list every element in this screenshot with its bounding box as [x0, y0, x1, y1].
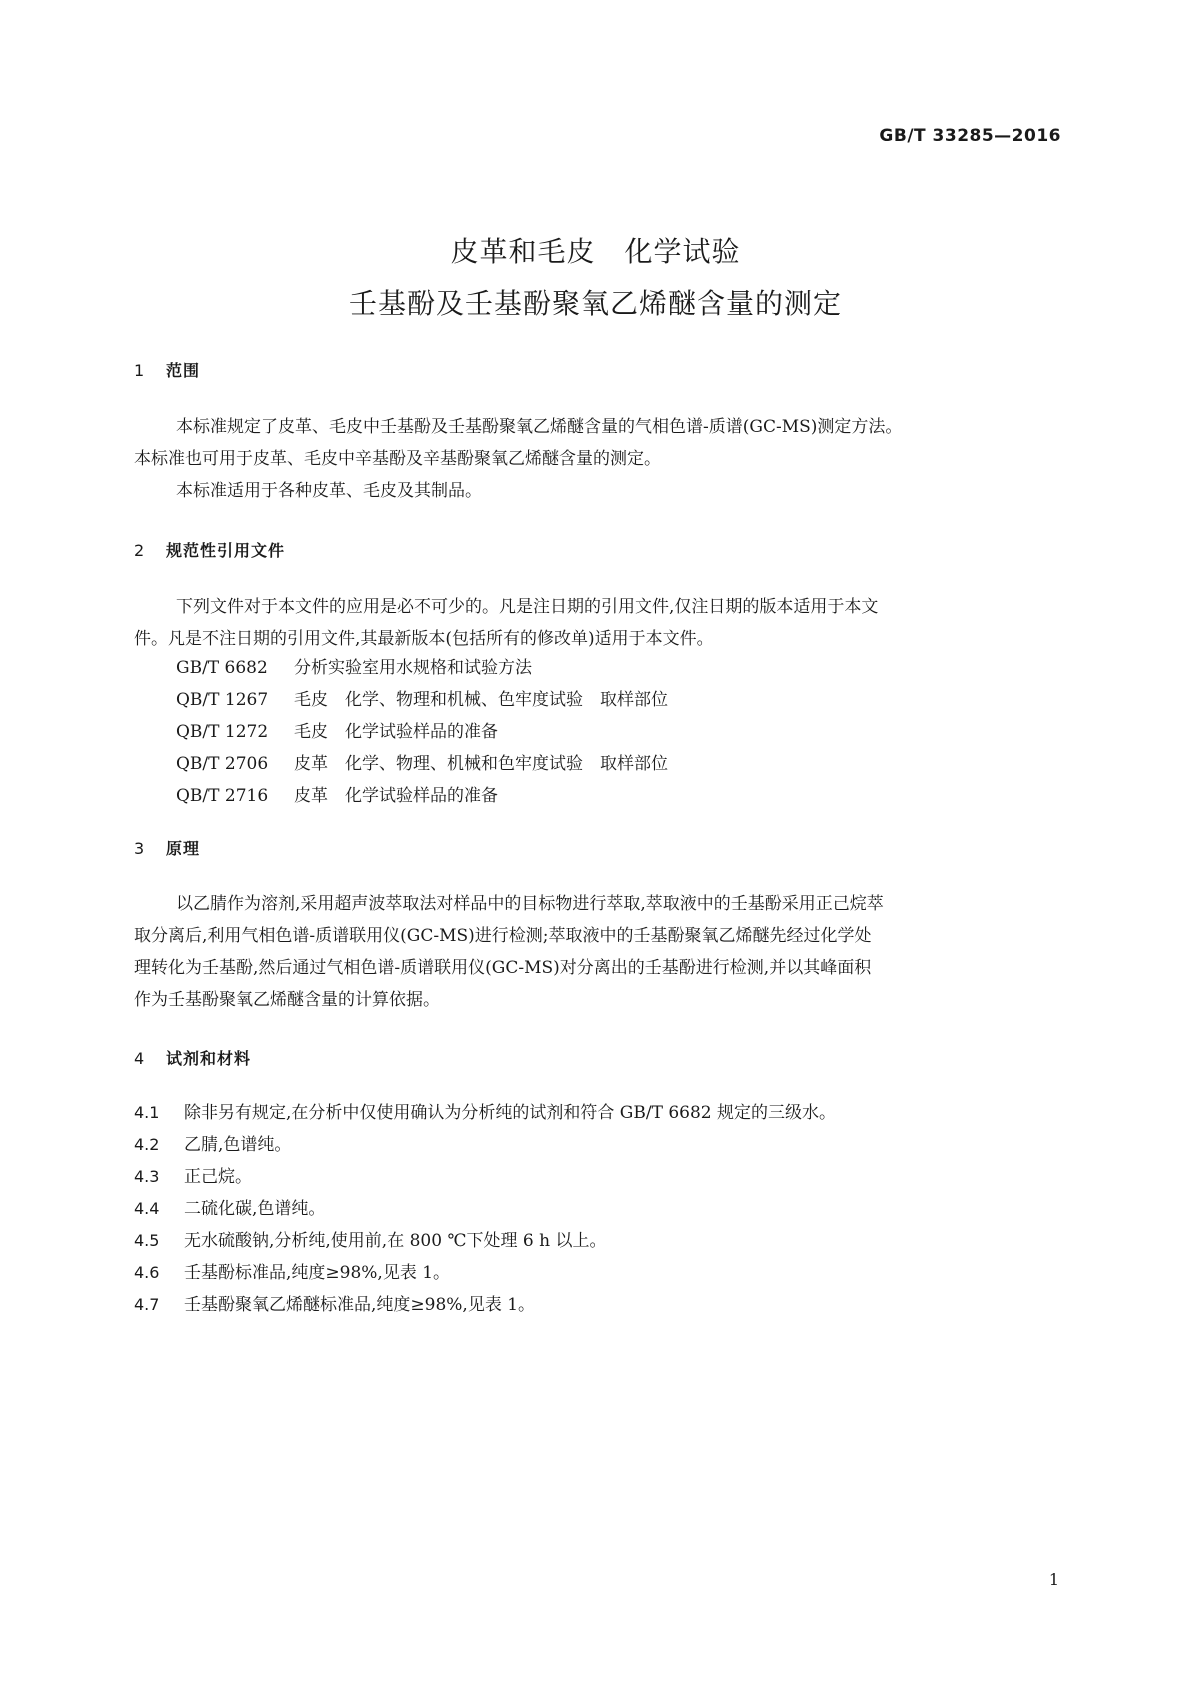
paragraph-line: 本标准规定了皮革、毛皮中壬基酚及壬基酚聚氧乙烯醚含量的气相色谱-质谱(GC-MS)测定方法。: [176, 417, 903, 437]
paragraph-line: 本标准适用于各种皮革、毛皮及其制品。: [176, 481, 482, 501]
reference-item: [176, 748, 1056, 780]
section-title: 原理: [166, 839, 201, 858]
section-4-heading: [134, 1046, 251, 1069]
reagent-item: [134, 1257, 1059, 1289]
reference-code: QB/T 1267: [176, 690, 269, 710]
section-number: 3: [134, 839, 146, 858]
item-text: 除非另有规定,在分析中仅使用确认为分析纯的试剂和符合 GB/T 6682 规定的三级水。: [184, 1103, 837, 1123]
item-text: 无水硫酸钠,分析纯,使用前,在 800 ℃下处理 6 h 以上。: [184, 1231, 607, 1251]
section-number: 2: [134, 541, 146, 560]
item-number: 4.2: [134, 1135, 160, 1154]
reference-title: 毛皮 化学试验样品的准备: [294, 722, 498, 742]
reference-title: 分析实验室用水规格和试验方法: [294, 658, 532, 678]
item-number: 4.3: [134, 1167, 160, 1186]
document-title: [0, 226, 1191, 330]
paragraph-line: 本标准也可用于皮革、毛皮中辛基酚及辛基酚聚氧乙烯醚含量的测定。: [134, 449, 661, 469]
title-line-1: 皮革和毛皮 化学试验: [450, 235, 741, 268]
reference-code: QB/T 2706: [176, 754, 269, 774]
item-text: 壬基酚聚氧乙烯醚标准品,纯度≥98%,见表 1。: [184, 1295, 536, 1315]
section-1-paragraph: [134, 411, 1059, 507]
section-number: 4: [134, 1049, 146, 1068]
reference-code: QB/T 2716: [176, 786, 269, 806]
section-title: 规范性引用文件: [166, 541, 286, 560]
paragraph-line: 下列文件对于本文件的应用是必不可少的。凡是注日期的引用文件,仅注日期的版本适用于本文: [176, 597, 879, 617]
reagent-item: [134, 1289, 1059, 1321]
item-text: 正己烷。: [184, 1167, 252, 1187]
item-number: 4.5: [134, 1231, 160, 1250]
section-2-heading: [134, 538, 285, 561]
reagent-item: [134, 1225, 1059, 1257]
paragraph-line: 取分离后,利用气相色谱-质谱联用仪(GC-MS)进行检测;萃取液中的壬基酚聚氧乙烯醚先经过化学处: [134, 926, 872, 946]
item-text: 二硫化碳,色谱纯。: [184, 1199, 326, 1219]
item-text: 乙腈,色谱纯。: [184, 1135, 292, 1155]
reference-title: 皮革 化学、物理、机械和色牢度试验 取样部位: [294, 754, 668, 774]
reference-item: [176, 684, 1056, 716]
section-1-heading: [134, 358, 200, 381]
item-text: 壬基酚标准品,纯度≥98%,见表 1。: [184, 1263, 451, 1283]
reagents-list: [134, 1097, 1059, 1321]
reagent-item: [134, 1193, 1059, 1225]
section-number: 1: [134, 361, 146, 380]
standard-code: GB/T 33285—2016: [879, 126, 1061, 146]
normative-references-list: [176, 652, 1056, 812]
page-number: 1: [1048, 1570, 1059, 1589]
title-line-2: 壬基酚及壬基酚聚氧乙烯醚含量的测定: [348, 287, 842, 320]
section-title: 范围: [166, 361, 201, 380]
reference-item: [176, 780, 1056, 812]
section-title: 试剂和材料: [166, 1049, 252, 1068]
section-3-paragraph: [134, 888, 1059, 1016]
item-number: 4.4: [134, 1199, 160, 1218]
reference-code: QB/T 1272: [176, 722, 269, 742]
paragraph-line: 作为壬基酚聚氧乙烯醚含量的计算依据。: [134, 990, 440, 1010]
reference-code: GB/T 6682: [176, 658, 268, 678]
paragraph-line: 以乙腈作为溶剂,采用超声波萃取法对样品中的目标物进行萃取,萃取液中的壬基酚采用正己烷萃: [176, 894, 884, 914]
reference-item: [176, 652, 1056, 684]
section-2-paragraph: [134, 591, 1059, 655]
reagent-item: [134, 1097, 1059, 1129]
reference-item: [176, 716, 1056, 748]
item-number: 4.6: [134, 1263, 160, 1282]
section-3-heading: [134, 836, 200, 859]
reference-title: 皮革 化学试验样品的准备: [294, 786, 498, 806]
reagent-item: [134, 1161, 1059, 1193]
item-number: 4.1: [134, 1103, 160, 1122]
reference-title: 毛皮 化学、物理和机械、色牢度试验 取样部位: [294, 690, 668, 710]
paragraph-line: 理转化为壬基酚,然后通过气相色谱-质谱联用仪(GC-MS)对分离出的壬基酚进行检测,并以其峰面积: [134, 958, 872, 978]
reagent-item: [134, 1129, 1059, 1161]
paragraph-line: 件。凡是不注日期的引用文件,其最新版本(包括所有的修改单)适用于本文件。: [134, 629, 714, 649]
item-number: 4.7: [134, 1295, 160, 1314]
